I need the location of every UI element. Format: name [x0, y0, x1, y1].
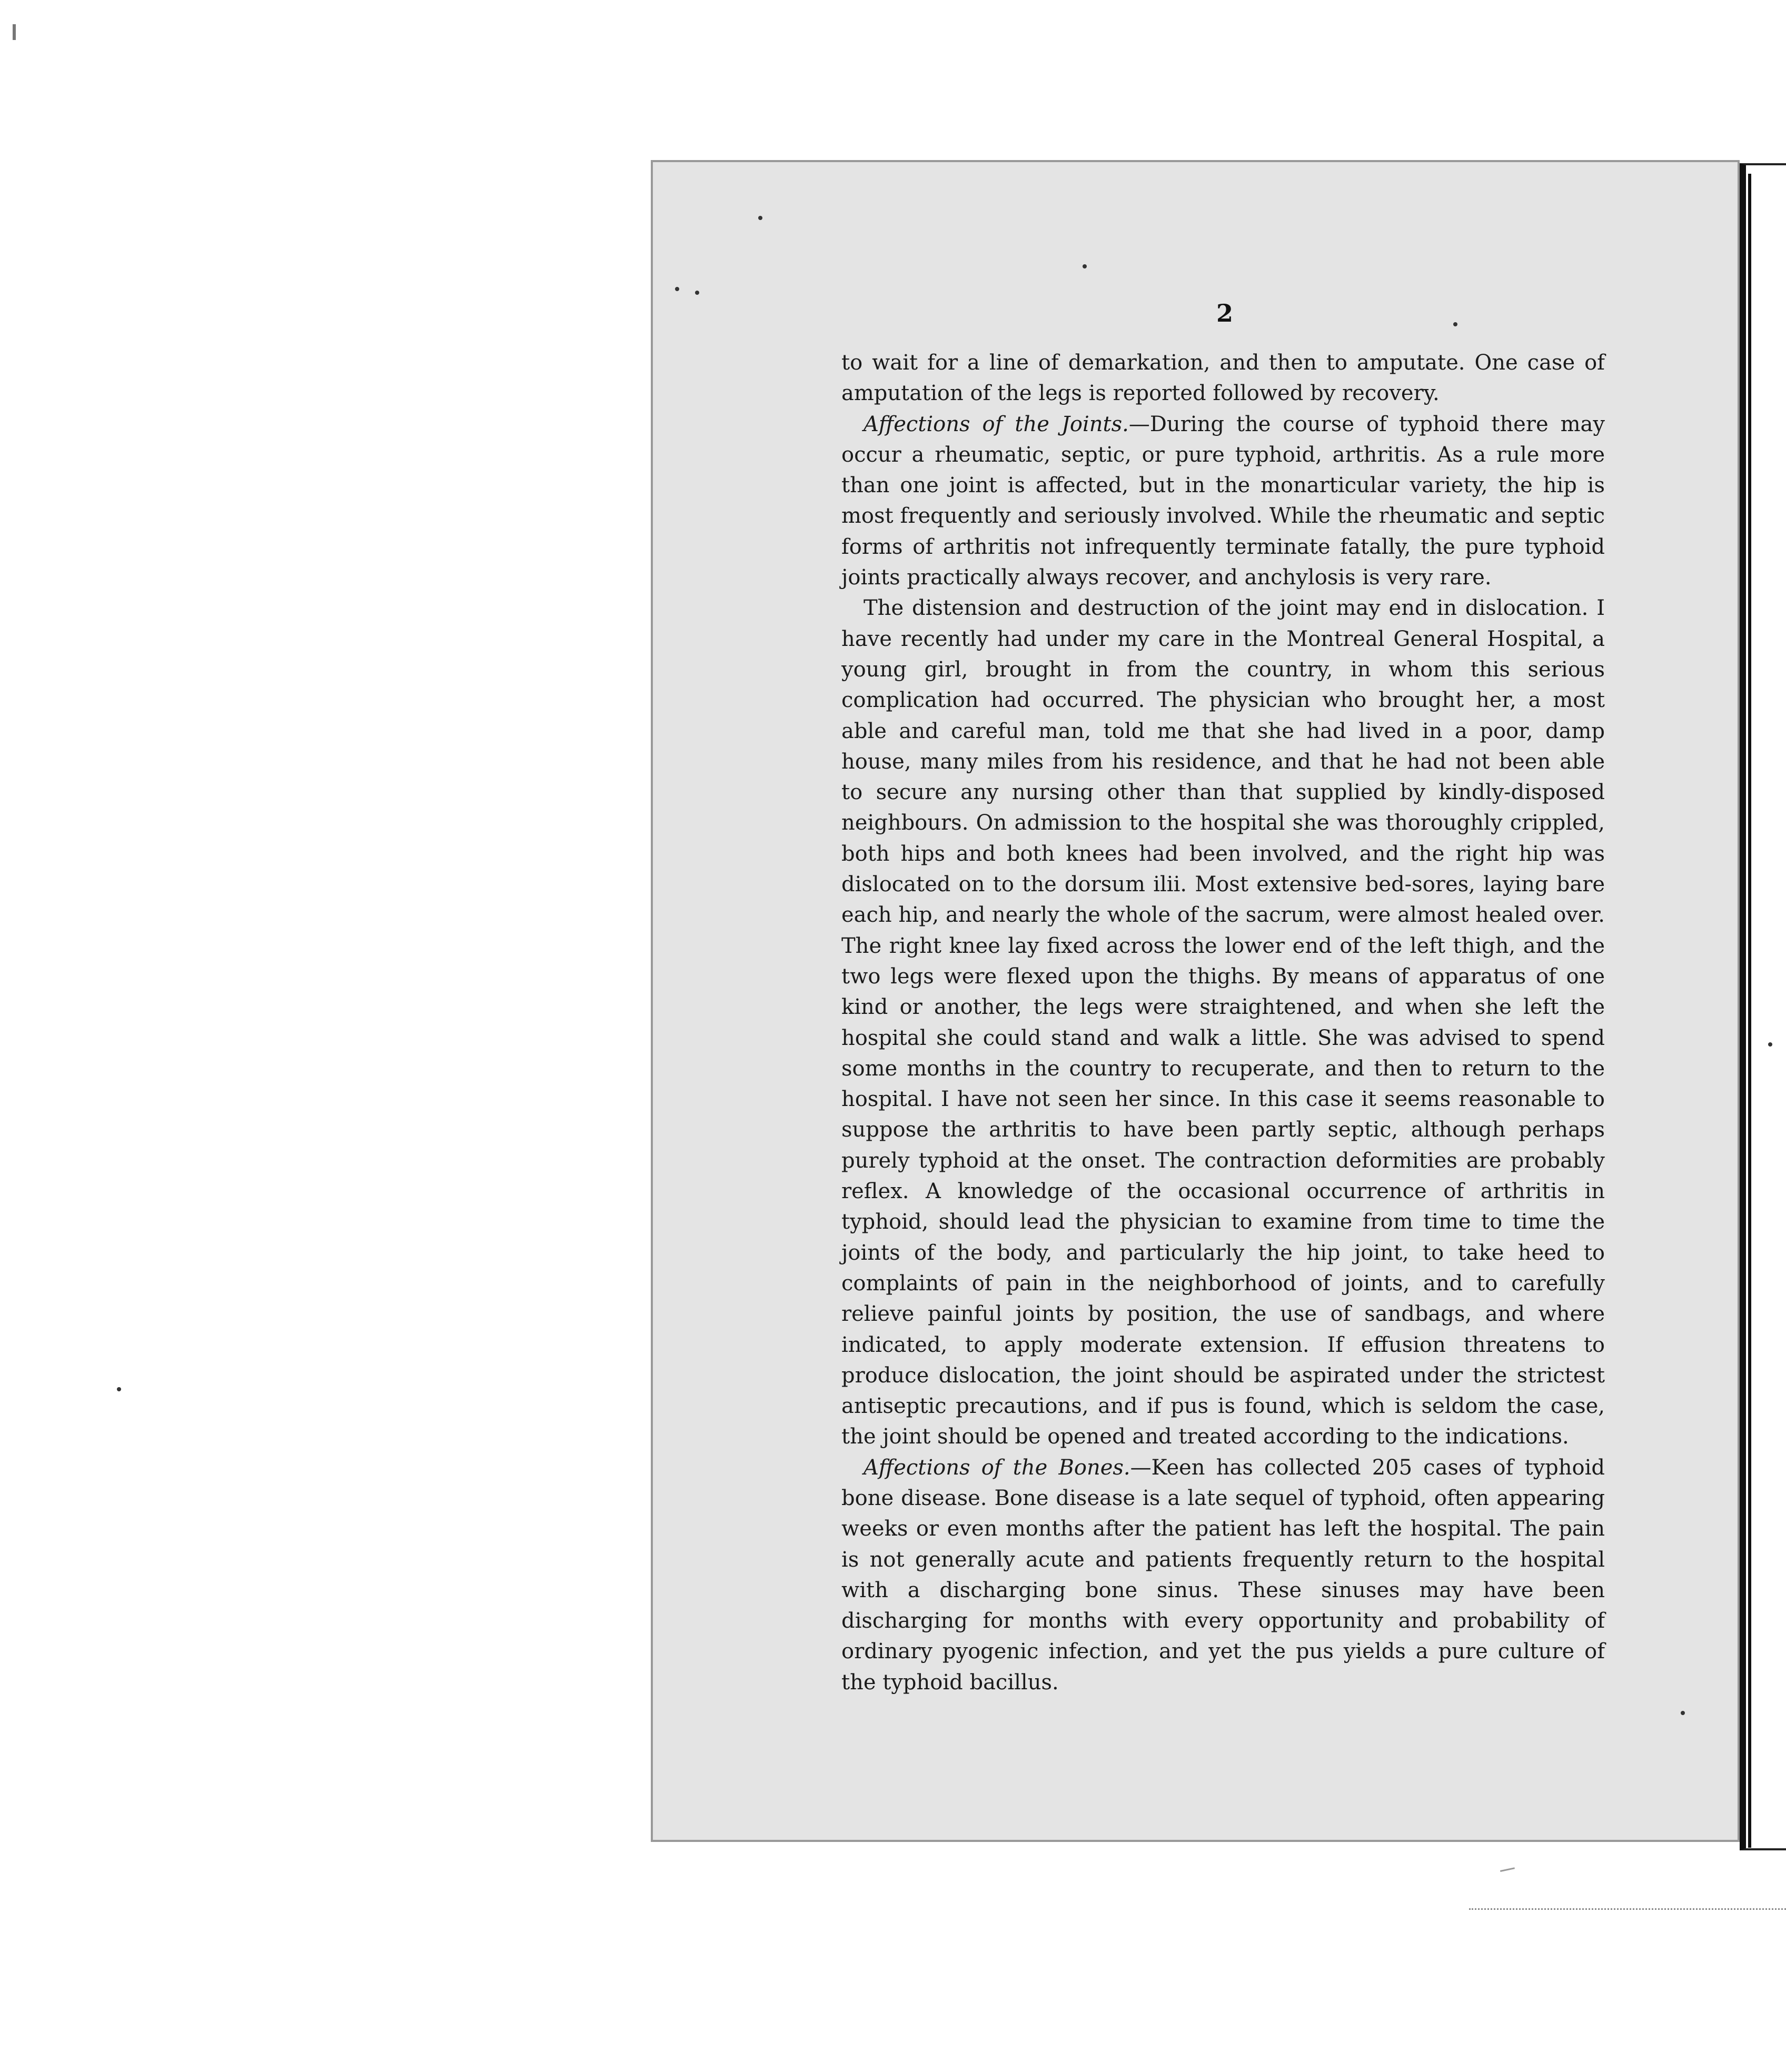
- scan-speck: [1453, 322, 1457, 326]
- scan-speck: [758, 216, 762, 220]
- paragraph: [841, 1452, 1605, 1698]
- page-number: 2: [1216, 299, 1234, 327]
- adjacent-page-edge: [1740, 163, 1786, 1850]
- scan-edge-mark: [13, 24, 16, 40]
- scan-mark: [1500, 1867, 1516, 1877]
- scan-speck: [1768, 1042, 1772, 1047]
- scan-speck: [695, 291, 699, 295]
- scan-dotted-line: [1469, 1908, 1786, 1910]
- paragraph: [841, 347, 1605, 409]
- paragraph-text: —During the course of typhoid there may occur a rheumatic, septic, or pure typhoid, arthritis. As a rule more than one joint is affected, but in the monarticular variety, the hip is most frequently and seriously involved. While the rheumatic and septic forms of arthritis not infrequently terminate fatally, the pure typhoid joints practically always recover, and anchylosis is very rare.: [841, 412, 1605, 590]
- paragraph-text: —Keen has collected 205 cases of typhoid bone disease. Bone disease is a late sequel of typhoid, often appearing weeks or even months after the patient has left the hospital. The pain is not generally acute and patients frequently return to the hospital with a discharging bone sinus. These sinuses may have been discharging for months with every opportunity and probability of ordinary pyogenic infection, and yet the pus yields a pure culture of the typhoid bacillus.: [841, 1455, 1605, 1695]
- paragraph: [841, 593, 1605, 1452]
- scan-speck: [1681, 1711, 1685, 1715]
- body-text: [841, 347, 1605, 1698]
- scan-speck: [117, 1387, 121, 1391]
- paragraph-text: The distension and destruction of the joint may end in dislocation. I have recently had under my care in the Montreal General Hospital, a young girl, brought in from the country, in whom this serious complication had occurred. The physician who brought her, a most able and careful man, told me that she had lived in a poor, damp house, many miles from his residence, and that he had not been able to secure any nursing other than that supplied by kindly-disposed neighbours. On admission to the hospital she was thoroughly crippled, both hips and both knees had been involved, and the right hip was dislocated on to the dorsum ilii. Most extensive bed-sores, laying bare each hip, and nearly the whole of the sacrum, were almost healed over. The right knee lay fixed across the lower end of the left thigh, and the two legs were flexed upon the thighs. By means of apparatus of one kind or another, the legs were straightened, and when she left the hospital she could stand and walk a little. She was advised to spend some months in the country to recuperate, and then to return to the hospital. I have not seen her since. In this case it seems reasonable to suppose the arthritis to have been partly septic, although perhaps purely typhoid at the onset. The contraction deformities are probably reflex. A knowledge of the occasional occurrence of arthritis in typhoid, should lead the physician to examine from time to time the joints of the body, and particularly the hip joint, to take heed to complaints of pain in the neighborhood of joints, and to carefully relieve painful joints by position, the use of sandbags, and where indicated, to apply moderate extension. If effusion threatens to produce dislocation, the joint should be aspirated under the strictest antiseptic precautions, and if pus is found, which is seldom the case, the joint should be opened and treated according to the indications.: [841, 596, 1605, 1449]
- section-heading: Affections of the Bones.: [864, 1455, 1130, 1480]
- scan-speck: [1083, 264, 1087, 268]
- paragraph: [841, 409, 1605, 593]
- page-border-rule: [1748, 174, 1751, 1848]
- paragraph-text: to wait for a line of demarkation, and then to amputate. One case of amputation of the legs is reported followed by recovery.: [841, 351, 1605, 406]
- section-heading: Affections of the Joints.: [864, 412, 1129, 436]
- scan-speck: [675, 287, 679, 291]
